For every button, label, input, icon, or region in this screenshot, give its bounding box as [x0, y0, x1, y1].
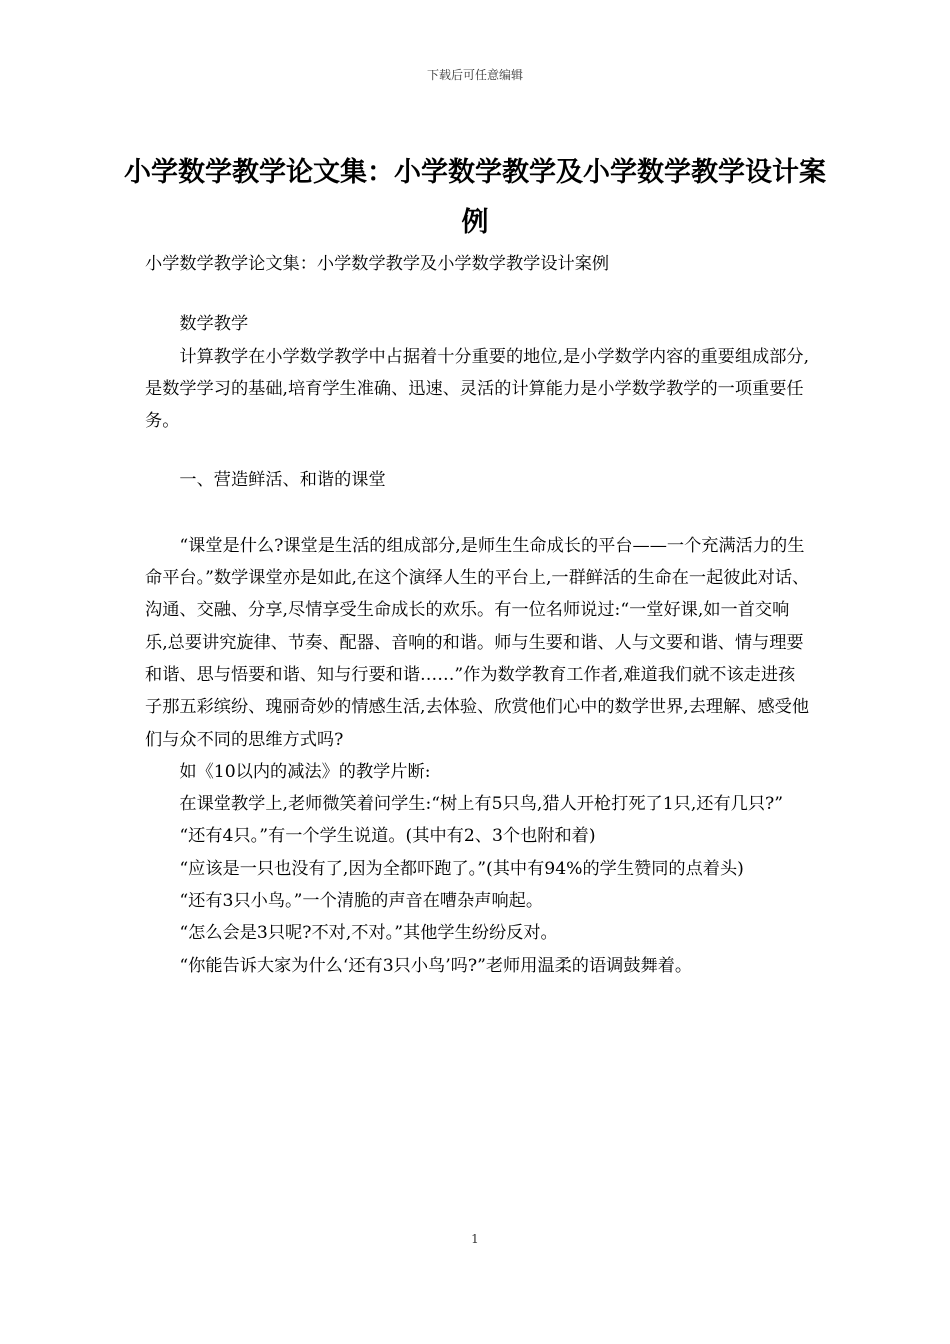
section-heading: 一、营造鲜活、和谐的课堂: [179, 470, 386, 491]
paragraph: “课堂是什么?课堂是生活的组成部分,是师生生命成长的平台——一个充满活力的生命平台。”数学课堂亦是如此,在这个演绎人生的平台上,一群鲜活的生命在一起彼此对话、沟通、交融、分享,尽情享受生命成长的欢乐。有一位名师说过:“一堂好课,如一首交响乐,总要讲究旋律、节奏、配器、音响的和谐。师与生要和谐、人与文要和谐、情与理要和谐、思与悟要和谐、知与行要和谐……”作为数学教育工作者,难道我们就不该走进孩子那五彩缤纷、瑰丽奇妙的情感生活,去体验、欣赏他们心中的数学世界,去理解、感受他们与众不同的思维方式吗?: [145, 535, 810, 750]
page-header: 下载后可任意编辑: [426, 68, 523, 82]
document-subtitle: 小学数学教学论文集：小学数学教学及小学数学教学设计案例: [145, 254, 610, 274]
paragraph: “怎么会是3只呢?不对,不对。”其他学生纷纷反对。: [179, 923, 558, 944]
document-body: [145, 248, 810, 982]
document-title: 小学数学教学论文集：小学数学教学及小学数学教学设计案例: [124, 157, 826, 238]
paragraph: 数学教学: [179, 314, 249, 335]
paragraph: “你能告诉大家为什么‘还有3只小鸟’吗?”老师用温柔的语调鼓舞着。: [179, 955, 693, 976]
paragraph: 计算教学在小学数学教学中占据着十分重要的地位,是小学数学内容的重要组成部分,是数学学习的基础,培育学生准确、迅速、灵活的计算能力是小学数学教学的一项重要任务。: [145, 346, 810, 432]
paragraph: “还有3只小鸟。”一个清脆的声音在嘈杂声响起。: [179, 891, 544, 912]
paragraph: “应该是一只也没有了,因为全都吓跑了。”(其中有94%的学生赞同的点着头): [179, 858, 744, 879]
paragraph: 在课堂教学上,老师微笑着问学生:“树上有5只鸟,猎人开枪打死了1只,还有几只?”: [179, 794, 784, 815]
paragraph: 如《10以内的减法》的教学片断:: [179, 761, 431, 782]
paragraph: “还有4只。”有一个学生说道。(其中有2、3个也附和着): [179, 826, 596, 847]
page-number: 1: [471, 1232, 479, 1246]
